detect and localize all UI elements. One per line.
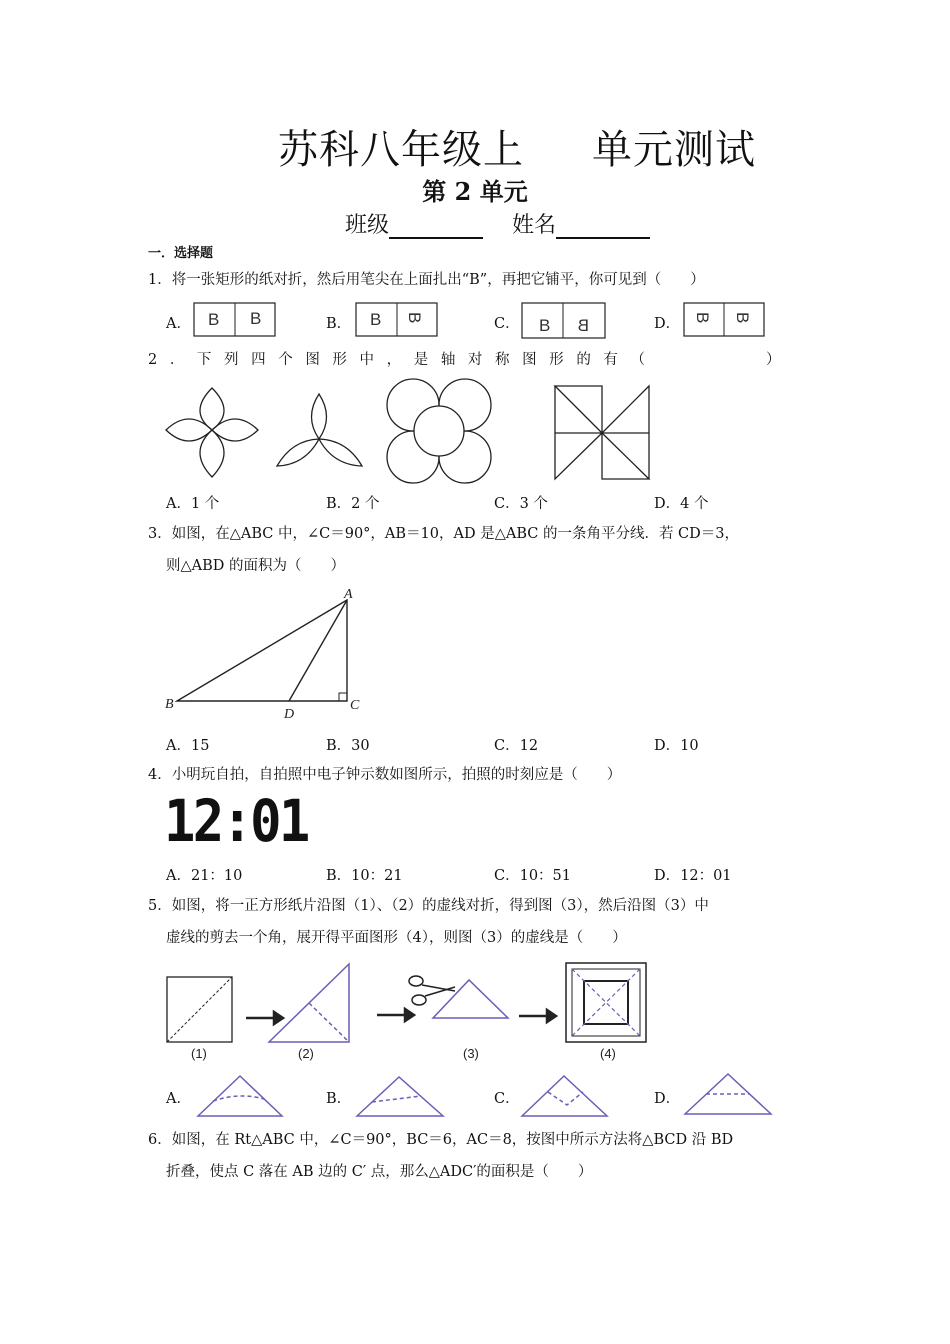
q1-card-a-left: B: [208, 310, 220, 329]
q3-option-c[interactable]: C．12: [494, 738, 539, 754]
q5-option-b[interactable]: B．: [326, 1091, 352, 1107]
q3-option-d[interactable]: D．10: [654, 738, 699, 754]
name-label: 姓名: [512, 213, 557, 238]
scissors-icon: [409, 976, 455, 1005]
question-5-line-1: 5．如图，将一正方形纸片沿图（1）、（2）的虚线对折，得到图（3），然后沿图（3）中: [148, 898, 709, 914]
q1-card-c-right: B: [577, 316, 589, 335]
question-6-line-2: 折叠，使点 C 落在 AB 边的 C′ 点，那么△ADC′的面积是（ ）: [166, 1164, 593, 1180]
section-heading: 一．选择题: [148, 246, 214, 261]
arrow-1-icon: [246, 1012, 283, 1024]
unit-subtitle: 第 2 单元: [422, 177, 528, 206]
q3-option-b[interactable]: B．30: [326, 738, 370, 754]
q4-option-a[interactable]: A．21：10: [166, 868, 243, 884]
q4-option-d[interactable]: D．12：01: [654, 868, 732, 884]
q5-option-a[interactable]: A．: [166, 1091, 191, 1107]
q1-card-d-right: B: [733, 312, 752, 324]
q1-option-d[interactable]: D．: [654, 316, 681, 332]
q5-fig-2: [269, 964, 349, 1042]
q3-option-a[interactable]: A．15: [166, 738, 210, 754]
q3-label-d: D: [284, 707, 295, 722]
question-5-line-2: 虚线的剪去一个角，展开得平面图形（4），则图（3）的虚线是（ ）: [166, 930, 627, 946]
class-label: 班级: [345, 213, 390, 238]
q3-label-a: A: [344, 587, 353, 602]
q1-card-b-left: B: [370, 310, 382, 329]
q5-fig-1-label: (1): [191, 1046, 207, 1061]
q2-option-c[interactable]: C．3 个: [494, 496, 548, 512]
question-3-line-1: 3．如图，在△ABC 中，∠C＝90°，AB＝10，AD 是△ABC 的一条角平分线．若 CD＝3，: [148, 526, 740, 542]
q5-fig-3: [433, 980, 508, 1018]
q4-option-c[interactable]: C．10：51: [494, 868, 571, 884]
q1-card-d-left: B: [693, 312, 712, 324]
q2-option-b[interactable]: B．2 个: [326, 496, 380, 512]
question-2-text: 2．下列四个图形中，是轴对称图形的有（ ）: [148, 352, 794, 368]
q5-option-b-figure[interactable]: [357, 1077, 443, 1116]
arrow-2-icon: [377, 1009, 414, 1021]
q1-card-c-left: B: [539, 316, 551, 335]
question-6-line-1: 6．如图，在 Rt△ABC 中，∠C＝90°，BC＝6，AC＝8，按图中所示方法将△BCD 沿 BD: [148, 1132, 734, 1148]
q5-fig-3-label: (3): [463, 1046, 479, 1061]
q5-option-a-figure[interactable]: [198, 1076, 282, 1116]
question-3-line-2: 则△ABD 的面积为（ ）: [166, 558, 346, 574]
q4-digital-clock: 12:01: [164, 787, 308, 855]
question-4-text: 4．小明玩自拍，自拍照中电子钟示数如图所示，拍照的时刻应是（ ）: [148, 767, 622, 783]
q5-fig-4-label: (4): [600, 1046, 616, 1061]
q3-label-c: C: [350, 698, 360, 713]
q5-fig-2-label: (2): [298, 1046, 314, 1061]
q1-card-a-right: B: [250, 309, 262, 328]
q2-option-d[interactable]: D．4 个: [654, 496, 709, 512]
q4-option-b[interactable]: B．10：21: [326, 868, 403, 884]
q5-option-d-figure[interactable]: [685, 1074, 771, 1114]
q5-fig-1: [167, 977, 232, 1042]
question-1-text: 1．将一张矩形的纸对折，然后用笔尖在上面扎出“B”，再把它铺平，你可见到（ ）: [148, 272, 705, 288]
q1-card-b-right: B: [405, 312, 424, 324]
q5-option-d[interactable]: D．: [654, 1091, 681, 1107]
q5-fig-4: [566, 963, 646, 1042]
q5-option-c-figure[interactable]: [522, 1076, 607, 1116]
q2-option-a[interactable]: A．1 个: [166, 496, 220, 512]
q1-option-b[interactable]: B．: [326, 316, 352, 332]
q3-label-b: B: [165, 697, 174, 712]
title-right: 单元测试: [592, 127, 756, 173]
title-left: 苏科八年级上: [278, 127, 524, 173]
q5-option-c[interactable]: C．: [494, 1091, 520, 1107]
q1-option-c[interactable]: C．: [494, 316, 520, 332]
arrow-3-icon: [519, 1010, 556, 1022]
q1-option-a[interactable]: A．: [166, 316, 191, 332]
